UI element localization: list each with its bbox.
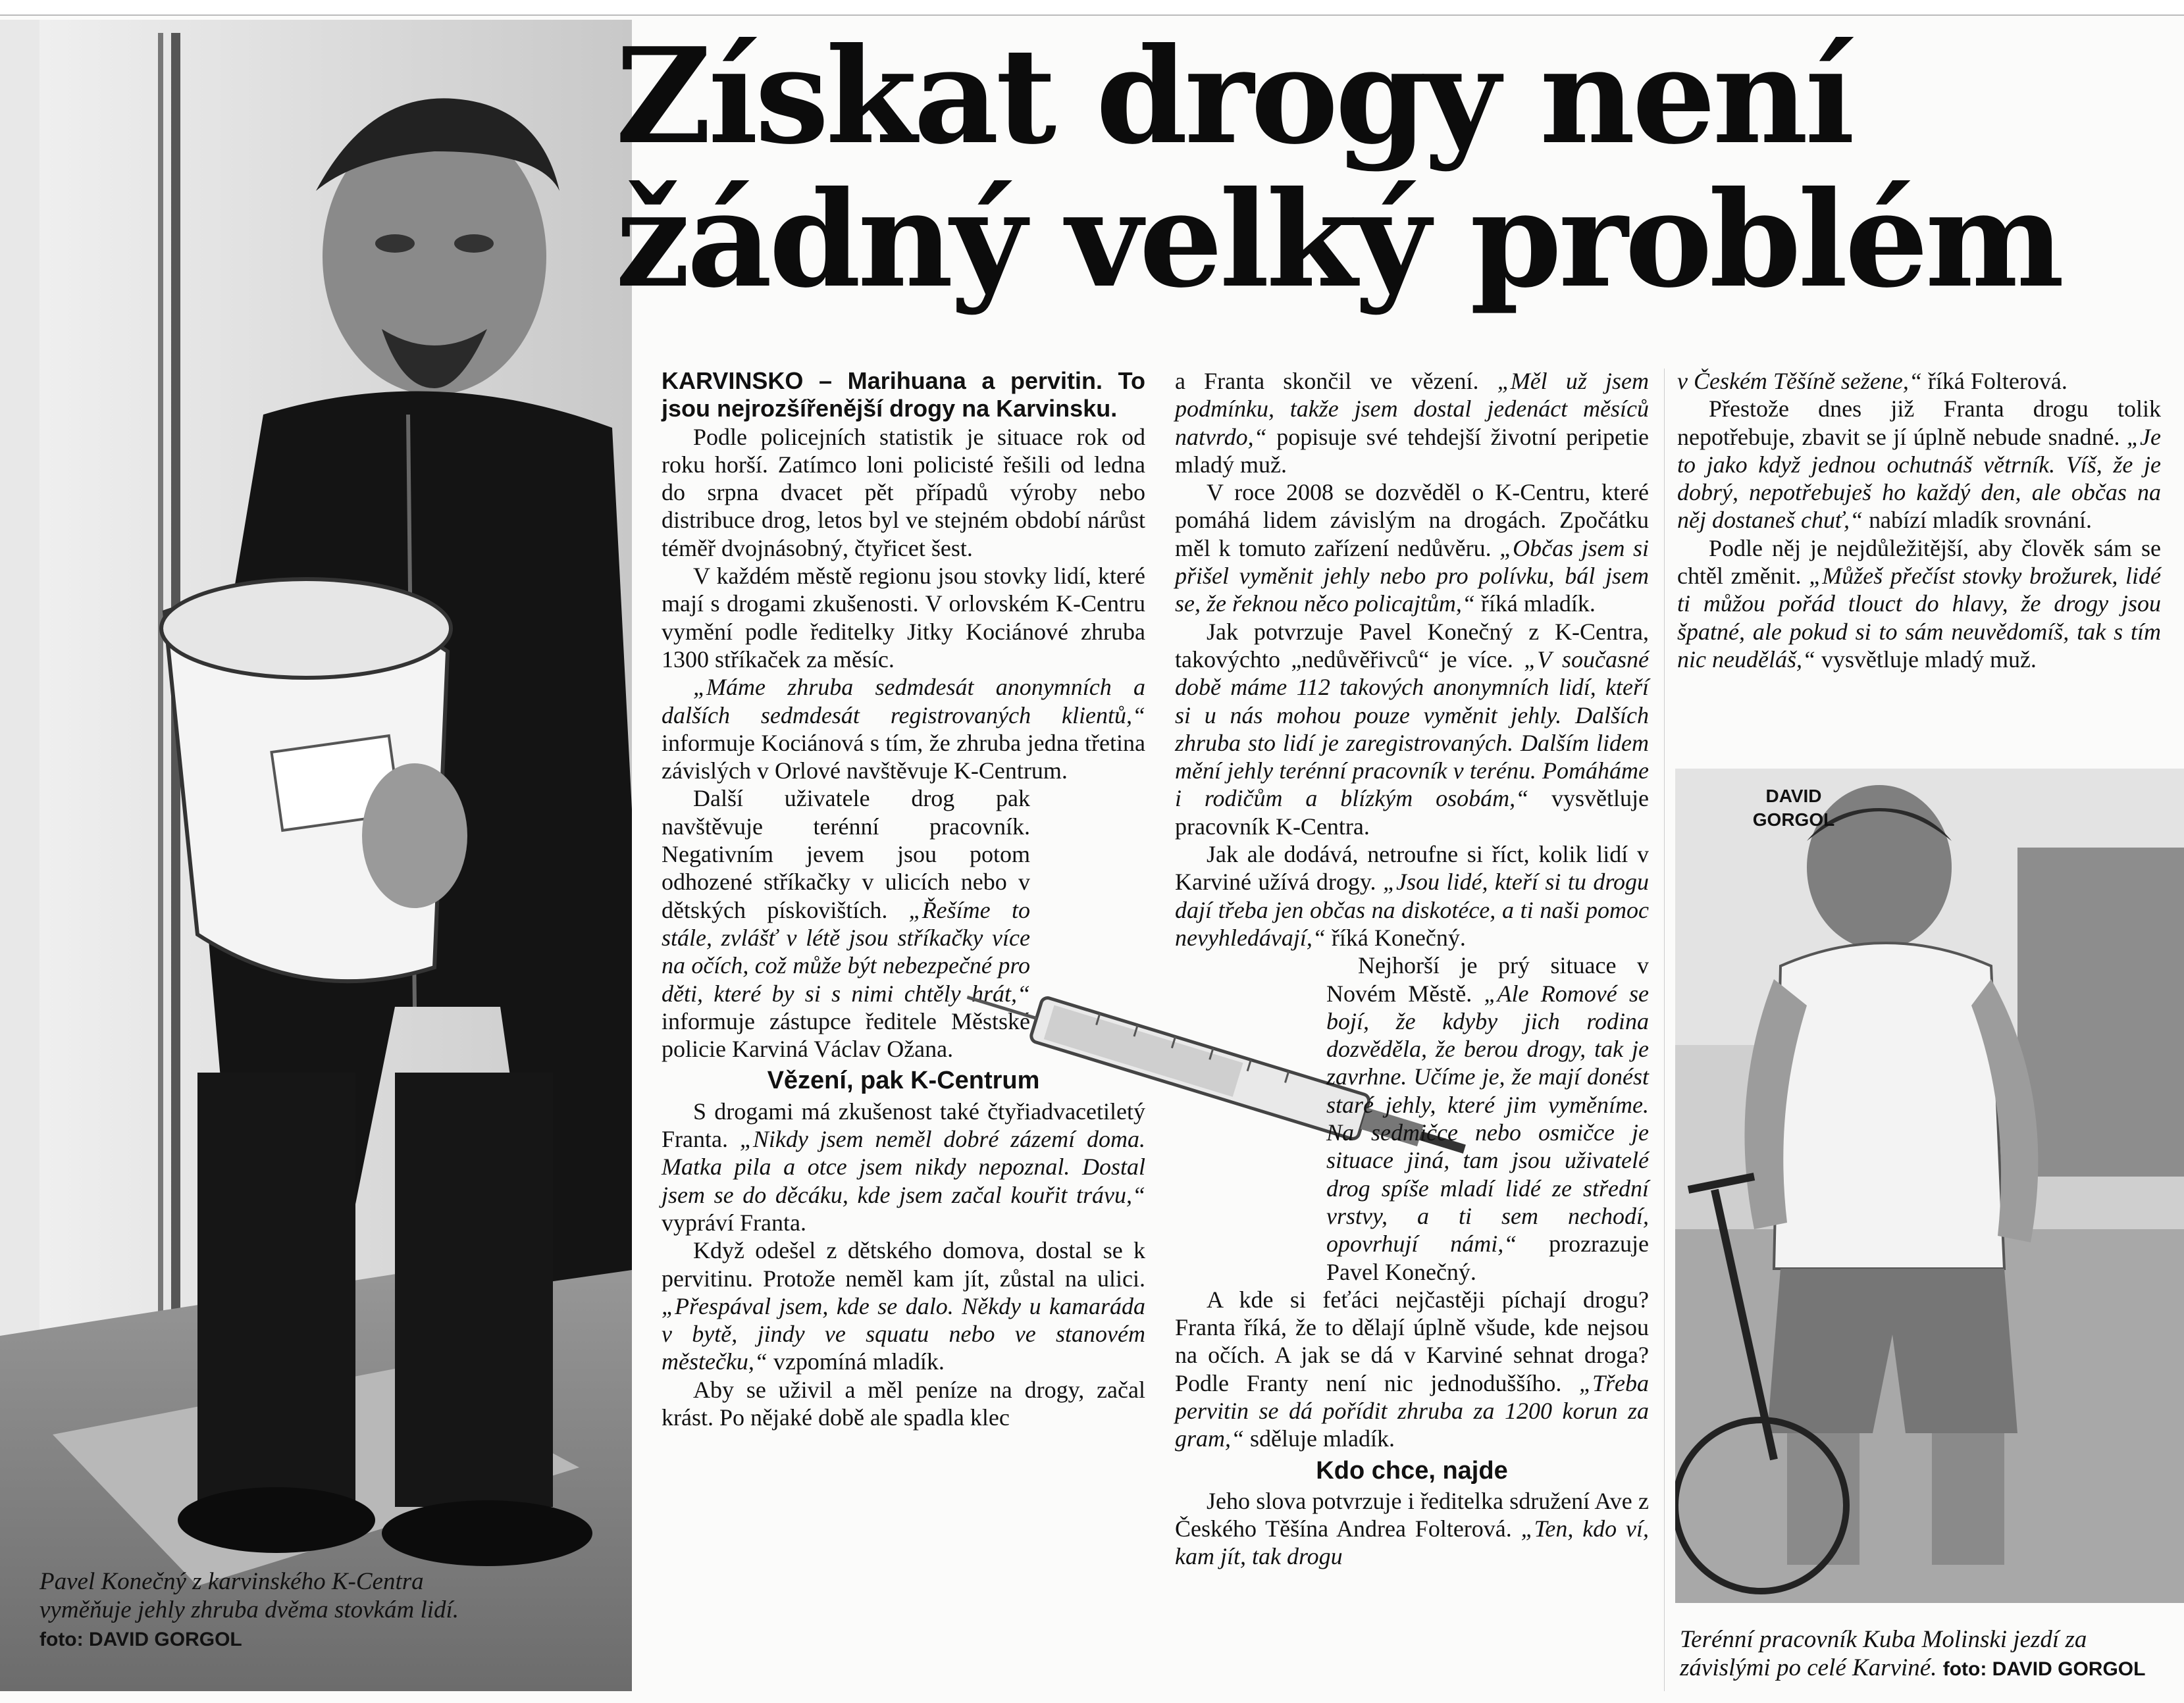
lead-paragraph: KARVINSKO – Marihuana a pervitin. To jsou nejrozšířenější drogy na Karvinsku.	[662, 367, 1145, 422]
paragraph-text: Podle něj je nejdůležitější, aby člověk sám se chtěl změnit.	[1677, 534, 2161, 590]
side-photo-credit-top	[1734, 784, 1853, 832]
main-caption-text: Pavel Konečný z karvinského K-Centra vyměňuje jehly zhruba dvěma stovkám lidí.	[39, 1568, 459, 1623]
paragraph-text: V roce 2008 se dozvěděl o K-Centru, které pomáhá lidem závislým na drogách. Zpočátku měl k tomuto zařízení nedůvěru.	[1175, 479, 1649, 561]
side-photo	[1675, 769, 2184, 1603]
side-photo-credit: foto: DAVID GORGOL	[1942, 1658, 2146, 1680]
quote: „Máme zhruba sedmdesát anonymních a dalších sedmdesát registrovaných klientů,“	[662, 674, 1145, 728]
paragraph-text: nabízí mladík srovnání.	[1869, 507, 2093, 534]
quote: v Českém Těšíně sežene,“	[1677, 368, 1922, 394]
paragraph-text: S drogami má zkušenost také čtyřiadvacetiletý Franta.	[662, 1098, 1145, 1153]
paragraph-text: říká Konečný.	[1331, 924, 1466, 951]
paragraph-text: vypráví Franta.	[662, 1209, 806, 1236]
subheading: Vězení, pak K-Centrum	[767, 1067, 1040, 1095]
paragraph-text: Když odešel z dětského domova, dostal se k pervitinu. Protože neměl kam jít, zůstal na ulici.	[662, 1237, 1145, 1292]
article-column-2	[1175, 367, 1649, 1571]
paragraph-text: sděluje mladík.	[1250, 1425, 1395, 1452]
paragraph-text: Nejhorší je prý situace v Novém Městě.	[1326, 952, 1649, 1007]
paragraph-text: říká Folterová.	[1927, 368, 2067, 394]
main-photo-credit: foto: DAVID GORGOL	[39, 1629, 242, 1650]
article-column-3	[1677, 367, 2161, 673]
quote: „Nikdy jsem neměl dobré zázemí doma. Matka pila a otce jsem nikdy nepoznal. Dostal jsem se do děcáku, kde jsem začal kouřit trávu,“	[662, 1126, 1146, 1208]
paragraph: V každém městě regionu jsou stovky lidí, které mají s drogami zkušenosti. V orlovském K-Centru vymění podle ředitelky Jitky Kociánové zhruba 1300 stříkaček za měsíc.	[662, 563, 1145, 673]
quote: „Měl už jsem podmínku, takže jsem dostal jedenáct měsíců natvrdo,“	[1175, 368, 1650, 450]
quote: „Ten, kdo ví, kam jít, tak drogu	[1175, 1515, 1649, 1570]
main-photo	[0, 20, 632, 1691]
paragraph-text: vysvětluje pracovník K-Centra.	[1175, 785, 1649, 840]
paragraph-text: vysvětluje mladý muž.	[1821, 646, 2037, 673]
paragraph-text: a Franta skončil ve vězení.	[1175, 368, 1479, 394]
paragraph: Podle policejních statistik je situace rok od roku horší. Zatímco loni policisté řešili od ledna do srpna dvacet pět případů výroby nebo distribuce drog, letos byl ve stejném období nárůst téměř dvojnásobný, čtyřicet šest.	[662, 423, 1145, 561]
side-caption-text: Terénní pracovník Kuba Molinski jezdí za závislými po celé Karviné.	[1680, 1626, 2087, 1681]
article-column-1	[662, 367, 1145, 1431]
side-credit-line-1: DAVID	[1765, 786, 1822, 806]
quote: „Můžeš přečíst stovky brožurek, lidé ti můžou pořád tlouct do hlavy, že drogy jsou špatné, ale pokud si to sám neuvědomíš, tak s tím nic neuděláš,“	[1677, 563, 2161, 673]
paragraph-text: Jak ale dodává, netroufne si říct, kolik lidí v Karviné užívá drogy.	[1175, 841, 1649, 896]
paragraph-text: vzpomíná mladík.	[773, 1348, 945, 1375]
subheading: Kdo chce, najde	[1316, 1456, 1508, 1485]
paragraph-text: říká mladík.	[1480, 590, 1596, 617]
quote: „Občas jsem si přišel vyměnit jehly nebo pro polívku, bál jsem se, že řeknou něco policajtům,“	[1175, 534, 1649, 617]
quote: „Je to jako když jednou ochutnáš větrník. Víš, že je dobrý, nepotřebuješ ho každý den, ale občas na něj dostaneš chuť,“	[1677, 423, 2161, 534]
side-photo-caption	[1680, 1625, 2154, 1683]
quote: „V současné době máme 112 takových anonymních lidí, kteří si u nás mohou pouze vyměnit jehly. Dalších zhruba sto lidí je zaregistrovaných. Dalším lidem mění jehly terénní pracovník v terénu. Pomáháme i rodičům a blízkým osobám,“	[1175, 646, 1649, 812]
paragraph: Aby se uživil a měl peníze na drogy, začal krást. Po nějaké době ale spadla klec	[662, 1376, 1145, 1431]
paragraph-text: A kde si feťáci nejčastěji píchají drogu? Franta říká, že to dělají úplně všude, kde nejsou na očích. A jak se dá v Karviné sehnat droga? Podle Franty není nic jednoduššího.	[1175, 1286, 1649, 1396]
paragraph-text: informuje Kociánová s tím, že zhruba jedna třetina závislých v Orlové navštěvuje K-Centrum.	[662, 729, 1145, 784]
quote: „Třeba pervitin se dá pořídit zhruba za 1200 korun za gram,“	[1175, 1369, 1649, 1452]
headline	[615, 19, 2169, 317]
column-divider	[1664, 369, 1665, 1691]
top-strip	[0, 0, 2184, 16]
paragraph-text: Jak potvrzuje Pavel Konečný z K-Centra, takovýchto „nedůvěřivců“ je více.	[1175, 618, 1649, 673]
paragraph-text: popisuje své tehdejší životní peripetie mladý muž.	[1175, 423, 1650, 478]
man-with-bucket-image	[0, 20, 632, 1691]
paragraph-text: Přestože dnes již Franta drogu tolik nepotřebuje, zbavit se jí úplně nebude snadné.	[1677, 395, 2161, 450]
quote: „Řešíme to stále, zvlášť v létě jsou stříkačky více na očích, což může být nebezpečné pro děti, které by si s nimi chtěly hrát,“	[662, 896, 1030, 1007]
quote: „Přespával jsem, kde se dalo. Někdy u kamaráda v bytě, jindy ve squatu nebo ve stanovém městečku,“	[662, 1292, 1145, 1375]
quote: „Ale Romové se bojí, že kdyby jich rodina dozvěděla, že berou drogy, tak je zavrhne. Učíme je, že mají donést staré jehly, které jim vyměníme. Na sedmičce nebo osmičce je situace jiná, tam jsou uživatelé drog spíše mladí lidé ze střední vrstvy, a ti sem nechodí, opovrhují námi,“	[1326, 980, 1649, 1258]
paragraph-text: informuje zástupce ředitele Městské policie Karviná Václav Ožana.	[662, 1007, 1030, 1063]
side-credit-line-2: GORGOL	[1752, 809, 1835, 830]
paragraph-text: Jeho slova potvrzuje i ředitelka sdružení Ave z Českého Těšína Andrea Folterová.	[1175, 1487, 1649, 1542]
headline-line-2: žádný velký problém	[615, 163, 2062, 317]
paragraph-text: prozrazuje Pavel Konečný.	[1326, 1231, 1649, 1285]
main-photo-caption	[39, 1567, 467, 1654]
quote: „Jsou lidé, kteří si tu drogu dají třeba jen občas na diskotéce, a ti naši pomoc nevyhledávají,“	[1175, 869, 1649, 951]
paragraph-text: Další uživatele drog pak navštěvuje terénní pracovník. Negativním jevem jsou potom odhozené stříkačky v ulicích nebo v dětských pískovištích.	[662, 785, 1030, 923]
cyclist-image	[1675, 769, 2184, 1603]
headline-line-1: Získat drogy není	[615, 19, 1852, 174]
